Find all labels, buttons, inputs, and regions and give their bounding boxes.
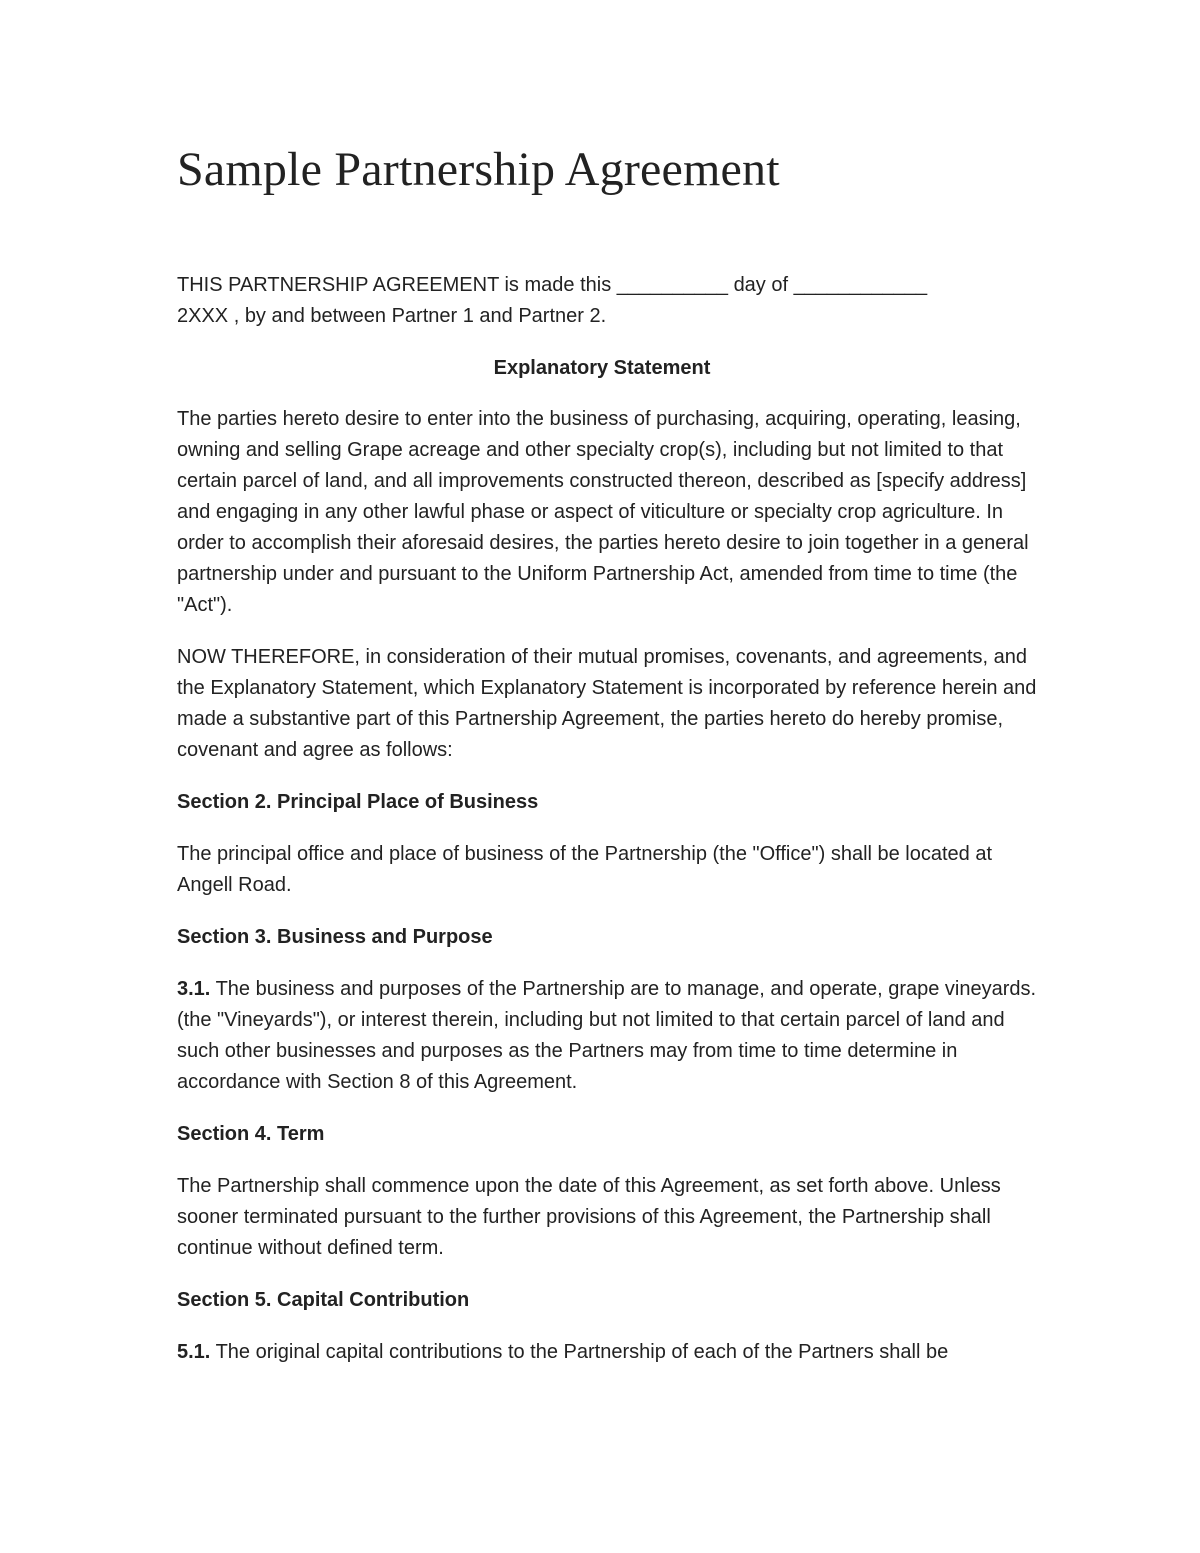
day-blank: __________ bbox=[616, 274, 728, 296]
intro-line1-prefix: THIS PARTNERSHIP AGREEMENT is made this bbox=[177, 274, 612, 296]
clause-number: 3.1. bbox=[177, 978, 211, 1000]
section-3-clause bbox=[177, 974, 1037, 1098]
section-4-heading: Section 4. Term bbox=[177, 1123, 325, 1145]
section-3-heading: Section 3. Business and Purpose bbox=[177, 926, 493, 948]
document-body bbox=[177, 140, 1037, 1389]
clause-number: 5.1. bbox=[177, 1341, 211, 1363]
clause-text: The business and purposes of the Partnership are to manage, and operate, grape vineyards. (the "Vineyards"), or interest therein, including but not limited to that certain parcel of land and such other businesses and purposes as the Partners may from time to time determine in accordance with Section 8 of this Agreement. bbox=[177, 978, 1037, 1093]
clause-text: The original capital contributions to the Partnership of each of the Partners shall be bbox=[215, 1341, 949, 1363]
intro-line2: 2XXX , by and between Partner 1 and Partner 2. bbox=[177, 305, 607, 327]
section-2-body: The principal office and place of business of the Partnership (the "Office") shall be located at Angell Road. bbox=[177, 843, 993, 896]
section-5-heading: Section 5. Capital Contribution bbox=[177, 1289, 470, 1311]
intro-mid-text: day of bbox=[733, 274, 789, 296]
section-5-clause bbox=[177, 1337, 1037, 1368]
section-4-body: The Partnership shall commence upon the date of this Agreement, as set forth above. Unless sooner terminated pursuant to the further provisions of this Agreement, the Partnership shall continue without defined term. bbox=[177, 1175, 1001, 1259]
now-therefore-paragraph: NOW THEREFORE, in consideration of their mutual promises, covenants, and agreements, and the Explanatory Statement, which Explanatory Statement is incorporated by reference herein and made a substantive part of this Partnership Agreement, the parties hereto do hereby promise, covenant and agree as follows: bbox=[177, 646, 1037, 761]
explanatory-heading: Explanatory Statement bbox=[493, 357, 711, 379]
section-2-heading: Section 2. Principal Place of Business bbox=[177, 791, 539, 813]
intro-paragraph bbox=[177, 270, 1037, 332]
explanatory-paragraph: The parties hereto desire to enter into the business of purchasing, acquiring, operating, leasing, owning and selling Grape acreage and other specialty crop(s), including but not limited to that certain parcel of land, and all improvements constructed thereon, described as [specify address] and engaging in any other lawful phase or aspect of viticulture or specialty crop agriculture. In order to accomplish their aforesaid desires, the parties hereto desire to join together in a general partnership under and pursuant to the Uniform Partnership Act, amended from time to time (the "Act"). bbox=[177, 408, 1029, 616]
month-blank: ____________ bbox=[793, 274, 928, 296]
intro-block bbox=[177, 270, 1037, 332]
document-title: Sample Partnership Agreement bbox=[177, 143, 780, 196]
